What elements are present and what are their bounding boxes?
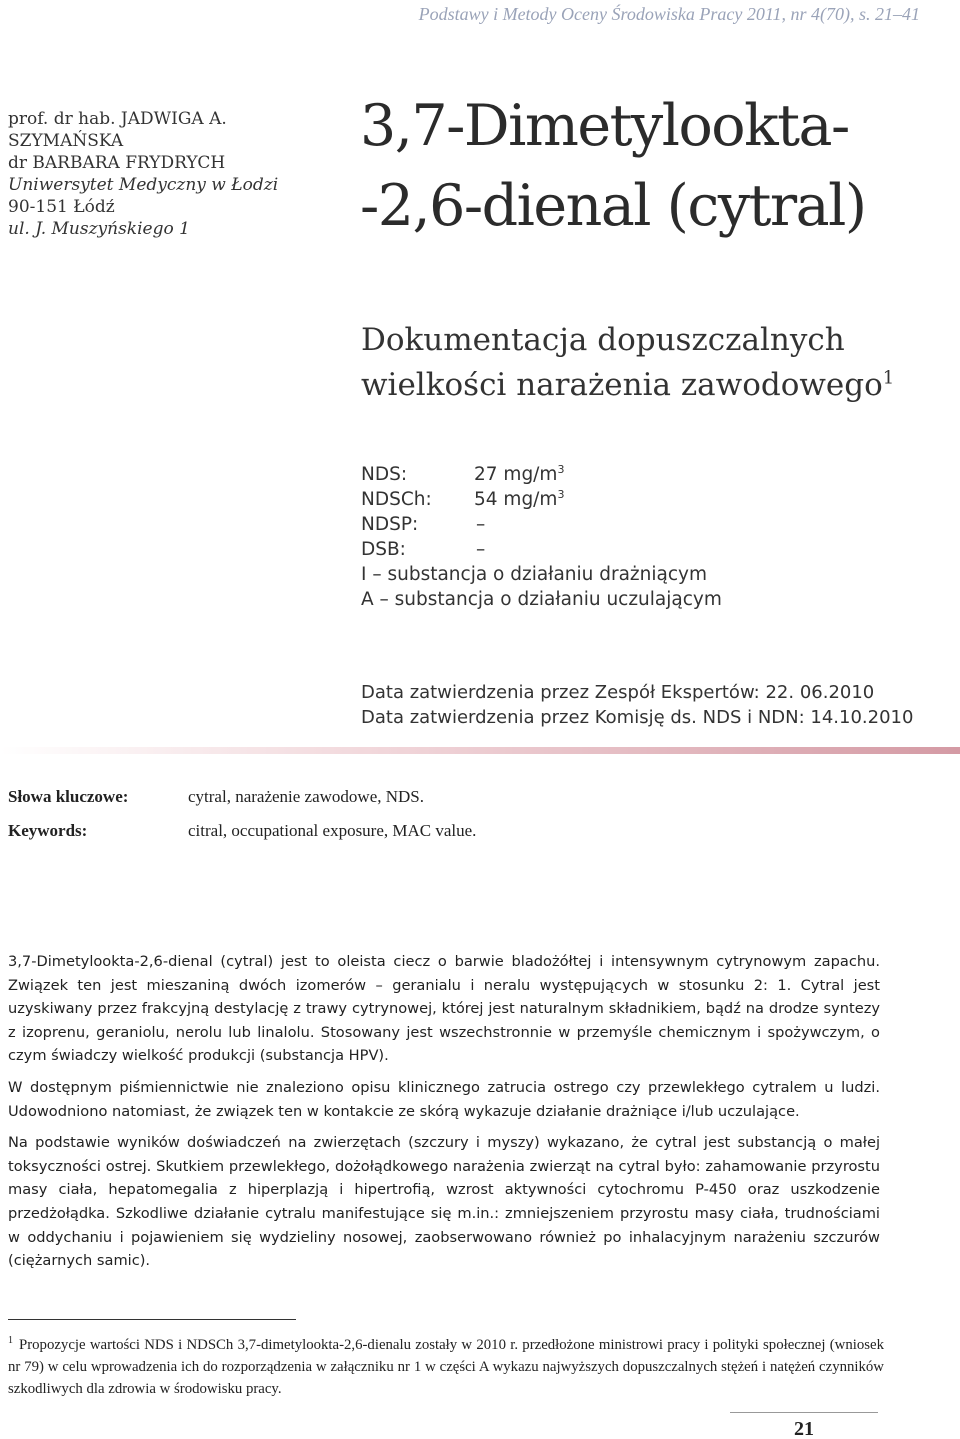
exposure-limits	[361, 462, 941, 612]
subtitle-line-1: Dokumentacja dopuszczalnych	[361, 322, 845, 358]
subtitle-line-2	[361, 363, 941, 408]
footnote-separator	[8, 1319, 296, 1320]
dsb-label: DSB:	[361, 539, 406, 560]
keywords-pl-row	[8, 780, 948, 814]
limit-dsb	[361, 537, 941, 562]
nds-label: NDS:	[361, 464, 408, 485]
street-address: ul. J. Muszyńskiego 1	[8, 219, 190, 239]
postal-code: 90-151 Łódź	[8, 197, 115, 217]
subtitle-line-2-text: wielkości narażenia zawodowego	[361, 367, 883, 403]
keywords-block	[8, 780, 948, 848]
document-title	[360, 86, 950, 246]
ndsp-value: –	[476, 514, 486, 535]
nds-unit-exponent: 3	[557, 462, 565, 476]
footnote-text: Propozycje wartości NDS i NDSCh 3,7-dimetylookta-2,6-dienalu zostały w 2010 r. przedłożone ministrowi pracy i polityki społecznej (wniosek nr 79) w celu wprowadzenia ich do rozporządzenia w załączniku nr 1 w części A wykazu najwyższych dopuszczalnych stężeń i natężeń czynników szkodliwych dla zdrowia w środowisku pracy.	[8, 1337, 884, 1397]
sensitizer-note: A – substancja o działaniu uczulającym	[361, 589, 722, 610]
ndsch-label: NDSCh:	[361, 489, 432, 510]
ndsch-value	[474, 487, 564, 512]
approval-commission-date: Data zatwierdzenia przez Komisję ds. NDS i NDN: 14.10.2010	[361, 707, 914, 728]
irritant-note: I – substancja o działaniu drażniącym	[361, 564, 707, 585]
keywords-en-row	[8, 814, 948, 848]
summary-paragraph-1: 3,7-Dimetylookta-2,6-dienal (cytral) jest to oleista ciecz o barwie bladożółtej i intensywnym cytrynowym zapachu. Związek ten jest mieszaniną dwóch izomerów – geranialu i neralu występujących w stosunku 2: 1. Cytral jest uzyskiwany przez frakcyjną destylację z trawy cytrynowej, której jest naturalnym składnikiem, bądź na drodze syntezy z izoprenu, geraniolu, nerolu lub linalolu. Stosowany jest wszechstronnie w przemyśle chemicznym i spożywczym, o czym świadczy wielkość produkcji (substancja HPV).	[8, 953, 880, 1065]
author-2: dr BARBARA FRYDRYCH	[8, 153, 226, 173]
nds-value-text: 27 mg/m	[474, 464, 558, 485]
author-1-line-2: SZYMAŃSKA	[8, 131, 124, 151]
author-1-line-1: prof. dr hab. JADWIGA A.	[8, 109, 227, 129]
ndsp-label: NDSP:	[361, 514, 419, 535]
limit-ndsp	[361, 512, 941, 537]
subtitle-footnote-mark[interactable]: 1	[882, 367, 895, 389]
ndsch-unit-exponent: 3	[557, 487, 565, 501]
approval-experts-date: Data zatwierdzenia przez Zespół Ekspertów: 22. 06.2010	[361, 682, 875, 703]
author-block	[8, 108, 338, 240]
summary-text	[8, 950, 880, 1281]
keywords-pl-label: Słowa kluczowe:	[8, 787, 129, 806]
footnote-mark: 1	[8, 1335, 13, 1347]
section-divider	[0, 747, 960, 754]
affiliation: Uniwersytet Medyczny w Łodzi	[8, 175, 279, 195]
title-line-2: -2,6-dienal (cytral)	[360, 173, 866, 239]
title-line-1: 3,7-Dimetylookta-	[360, 93, 849, 159]
keywords-en-value: citral, occupational exposure, MAC value.	[188, 821, 477, 840]
document-subtitle	[361, 318, 941, 408]
ndsch-value-text: 54 mg/m	[474, 489, 558, 510]
dsb-value: –	[476, 539, 486, 560]
journal-header: Podstawy i Metody Oceny Środowiska Pracy 2011, nr 4(70), s. 21–41	[418, 4, 920, 24]
keywords-pl-value: cytral, narażenie zawodowe, NDS.	[188, 787, 425, 806]
page-number: 21	[794, 1418, 814, 1439]
summary-paragraph-2: W dostępnym piśmiennictwie nie znaleziono opisu klinicznego zatrucia ostrego czy przewlekłego cytralem u ludzi. Udowodniono natomiast, że związek ten w kontakcie ze skórą wykazuje działanie drażniące i/lub uczulające.	[8, 1078, 880, 1120]
approval-dates	[361, 680, 951, 730]
keywords-en-label: Keywords:	[8, 821, 88, 840]
footnote	[8, 1334, 884, 1400]
nds-value	[474, 462, 564, 487]
page-number-rule	[730, 1412, 878, 1413]
summary-paragraph-3: Na podstawie wyników doświadczeń na zwierzętach (szczury i myszy) wykazano, że cytral jest substancją o małej toksyczności ostrej. Skutkiem przewlekłego, dożołądkowego narażenia zwierząt na cytral było: zahamowanie przyrostu masy ciała, hepatomegalia z hiperplazją i hipertrofią, wzrost aktywności cytochromu P-450 oraz uszkodzenie przedżołądka. Szkodliwe działanie cytralu manifestujące się m.in.: zmniejszeniem przyrostu masy ciała, trudnościami w oddychaniu i pojawieniem się wydzieliny nosowej, zaobserwowano również po inhalacyjnym narażeniu szczurów (ciężarnych samic).	[8, 1134, 880, 1270]
limit-ndsch	[361, 487, 941, 512]
limit-nds	[361, 462, 941, 487]
